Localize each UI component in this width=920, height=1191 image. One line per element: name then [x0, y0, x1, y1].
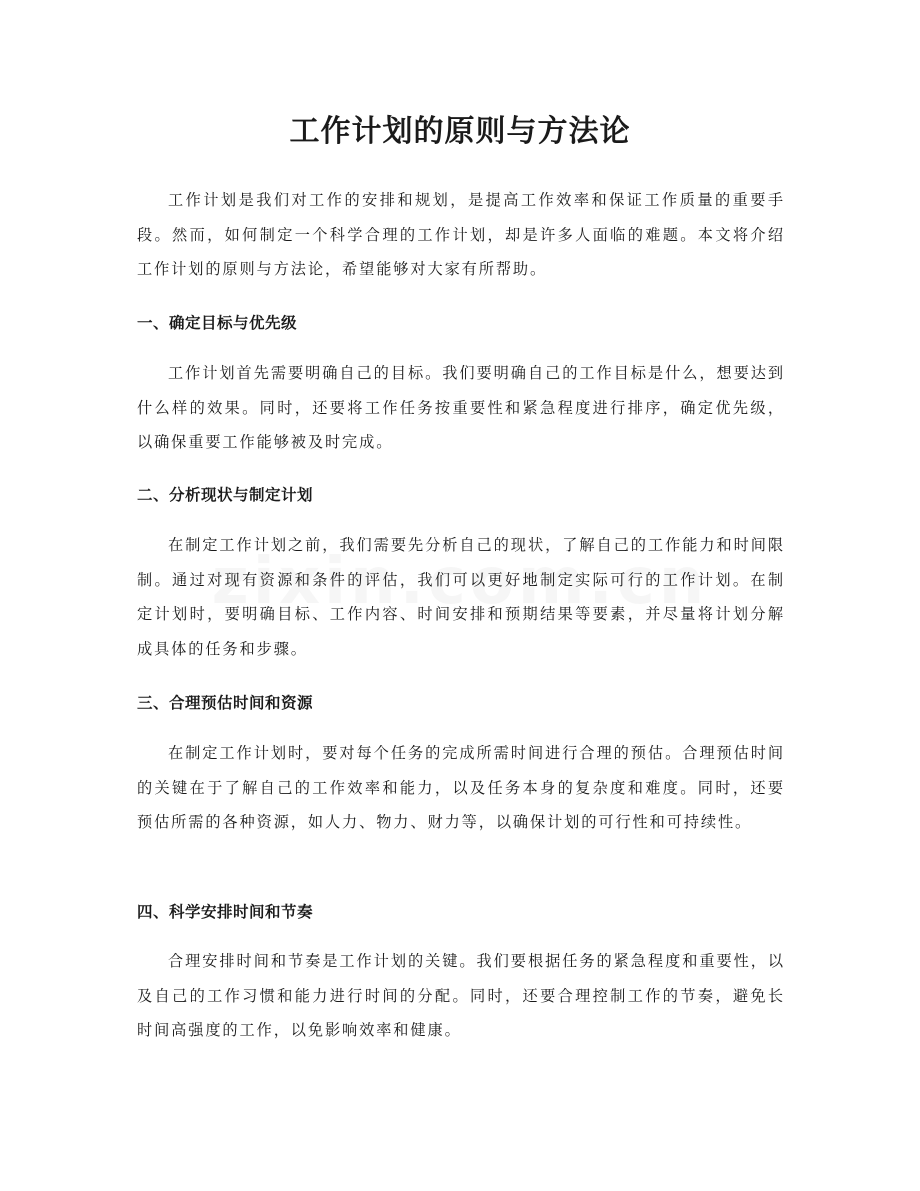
section-4-heading: 四、科学安排时间和节奏	[137, 903, 314, 921]
section-1-body: 工作计划首先需要明确自己的目标。我们要明确自己的工作目标是什么，想要达到什么样的效果。同时，还要将工作任务按重要性和紧急程度进行排序，确定优先级，以确保重要工作能够被及时完成。	[137, 364, 785, 451]
document-title: 工作计划的原则与方法论	[289, 114, 631, 149]
section-2-body: 在制定工作计划之前，我们需要先分析自己的现状，了解自己的工作能力和时间限制。通过对现有资源和条件的评估，我们可以更好地制定实际可行的工作计划。在制定计划时，要明确目标、工作内容、时间安排和预期结果等要素，并尽量将计划分解成具体的任务和步骤。	[137, 536, 785, 658]
intro-paragraph: 工作计划是我们对工作的安排和规划，是提高工作效率和保证工作质量的重要手段。然而，如何制定一个科学合理的工作计划，却是许多人面临的难题。本文将介绍工作计划的原则与方法论，希望能够对大家有所帮助。	[137, 191, 785, 278]
section-3-body: 在制定工作计划时，要对每个任务的完成所需时间进行合理的预估。合理预估时间的关键在于了解自己的工作效率和能力，以及任务本身的复杂度和难度。同时，还要预估所需的各种资源，如人力、物力、财力等，以确保计划的可行性和可持续性。	[137, 744, 785, 831]
section-3-heading: 三、合理预估时间和资源	[137, 694, 314, 712]
section-4-body: 合理安排时间和节奏是工作计划的关键。我们要根据任务的紧急程度和重要性，以及自己的工作习惯和能力进行时间的分配。同时，还要合理控制工作的节奏，避免长时间高强度的工作，以免影响效率和健康。	[137, 952, 785, 1039]
section-1-heading: 一、确定目标与优先级	[137, 314, 298, 332]
section-2-heading: 二、分析现状与制定计划	[137, 486, 314, 504]
